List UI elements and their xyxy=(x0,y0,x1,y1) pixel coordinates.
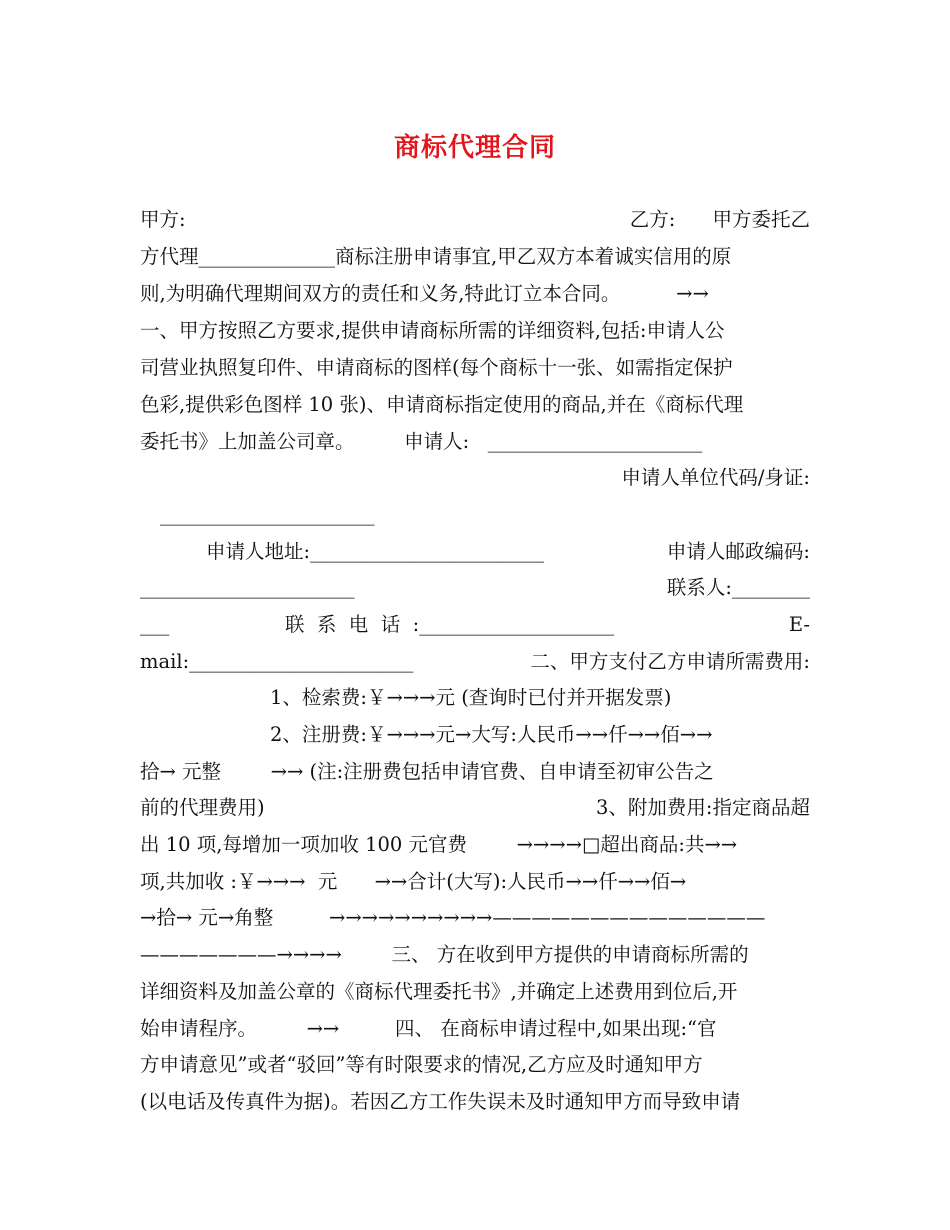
party-a-label: 甲方: xyxy=(140,208,186,231)
text-line: 方申请意见”或者“驳回”等有时限要求的情况,乙方应及时通知甲方 xyxy=(140,1053,703,1076)
text-line: 一、甲方按照乙方要求,提供申请商标所需的详细资料,包括:申请人公 xyxy=(140,319,725,342)
text-line: (以电话及传真件为据)。若因乙方工作失误未及时通知甲方而导致申请 xyxy=(140,1090,741,1113)
party-b-label: 乙方: 甲方委托乙 xyxy=(629,208,810,231)
text-line: 司营业执照复印件、申请商标的图样(每个商标十一张、如需指定保护 xyxy=(140,356,733,379)
blank-line: ___ xyxy=(140,613,170,636)
contact-person-field: 联系人:________ xyxy=(666,576,810,599)
phone-field: 联 系 电 话 :____________________ xyxy=(285,613,615,636)
text-line: 委托书》上加盖公司章。 申请人: ______________________ xyxy=(140,430,703,453)
text-line: 拾→ 元整 →→ (注:注册费包括申请官费、自申请至初审公告之 xyxy=(140,760,714,783)
email-label: E- xyxy=(788,613,810,636)
text-line: 始申请程序。 →→ 四、 在商标申请过程中,如果出现:“官 xyxy=(140,1017,717,1040)
applicant-address-field: 申请人地址:________________________ xyxy=(206,540,545,563)
text-line: 方代理______________商标注册申请事宜,甲乙双方本着诚实信用的原 xyxy=(140,245,732,268)
text-line: 前的代理费用) xyxy=(140,796,265,819)
text-line: →拾→ 元→角整 →→→→→→→→→→—————————————— xyxy=(140,906,766,929)
text-line: 则,为明确代理期间双方的责任和义务,特此订立本合同。 →→ xyxy=(140,282,709,305)
text-line: 详细资料及加盖公章的《商标代理委托书》,并确定上述费用到位后,开 xyxy=(140,980,738,1003)
blank-line: ______________________ xyxy=(160,503,375,526)
postal-code-label: 申请人邮政编码: xyxy=(666,540,810,563)
section-heading: 二、甲方支付乙方申请所需费用: xyxy=(530,650,810,673)
text-line: 色彩,提供彩色图样 10 张)、申请商标指定使用的商品,并在《商标代理 xyxy=(140,393,744,416)
fee-item: 2、注册费:￥→→→元→大写:人民币→→仟→→佰→→ xyxy=(270,723,713,746)
email-field: mail:_______________________ xyxy=(140,650,414,673)
fee-item: 1、检索费:￥→→→元 (查询时已付并开据发票) xyxy=(270,686,672,709)
fee-item: 3、附加费用:指定商品超 xyxy=(596,796,810,819)
text-line: 项,共加收 :￥→→→ 元 →→合计(大写):人民币→→仟→→佰→ xyxy=(140,870,687,893)
text-line: 出 10 项,每增加一项加收 100 元官费 →→→→□超出商品:共→→ xyxy=(140,833,738,856)
document-title: 商标代理合同 xyxy=(393,133,556,163)
text-line: ———————→→→→ 三、 方在收到甲方提供的申请商标所需的 xyxy=(140,943,749,966)
applicant-code-label: 申请人单位代码/身证: xyxy=(621,466,810,489)
blank-line: ______________________ xyxy=(140,576,355,599)
